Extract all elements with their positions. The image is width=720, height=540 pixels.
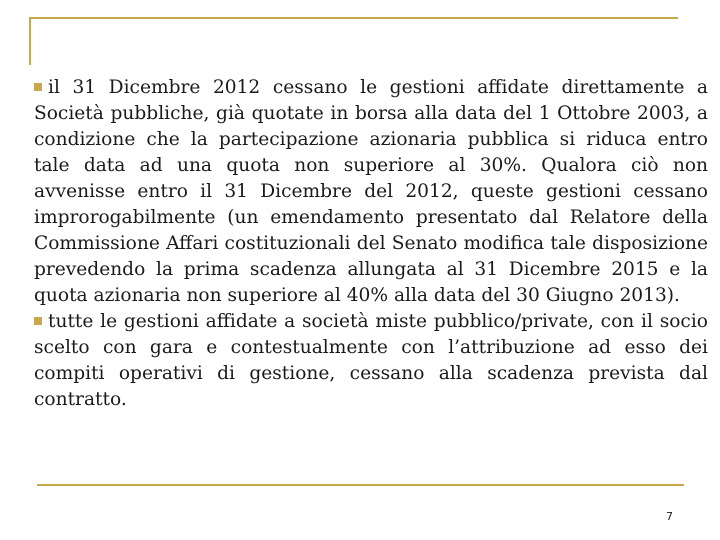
page-number: 7	[666, 510, 673, 523]
square-bullet-icon	[34, 317, 42, 325]
slide-content	[34, 75, 708, 413]
frame-left-line	[29, 17, 31, 65]
frame-bottom-line	[37, 484, 684, 486]
paragraph-1	[34, 75, 708, 309]
paragraph-2	[34, 309, 708, 413]
square-bullet-icon	[34, 83, 42, 91]
paragraph-1-text: il 31 Dicembre 2012 cessano le gestioni affidate direttamente a Società pubbliche, già quotate in borsa alla data del 1 Ottobre 2003, a condizione che la partecipazione azionaria pubblica si riduca entro tale data ad una quota non superiore al 30%. Qualora ciò non avvenisse entro il 31 Dicembre del 2012, queste gestioni cessano improrogabilmente (un emendamento presentato dal Relatore della Commissione Affari costituzionali del Senato modifica tale disposizione prevedendo la prima scadenza allungata al 31 Dicembre 2015 e la quota azionaria non superiore al 40% alla data del 30 Giugno 2013).	[34, 77, 708, 306]
frame-top-line	[29, 17, 678, 19]
paragraph-2-text: tutte le gestioni affidate a società miste pubblico/private, con il socio scelto con gara e contestualmente con l’attribuzione ad esso dei compiti operativi di gestione, cessano alla scadenza prevista dal contratto.	[34, 311, 708, 410]
